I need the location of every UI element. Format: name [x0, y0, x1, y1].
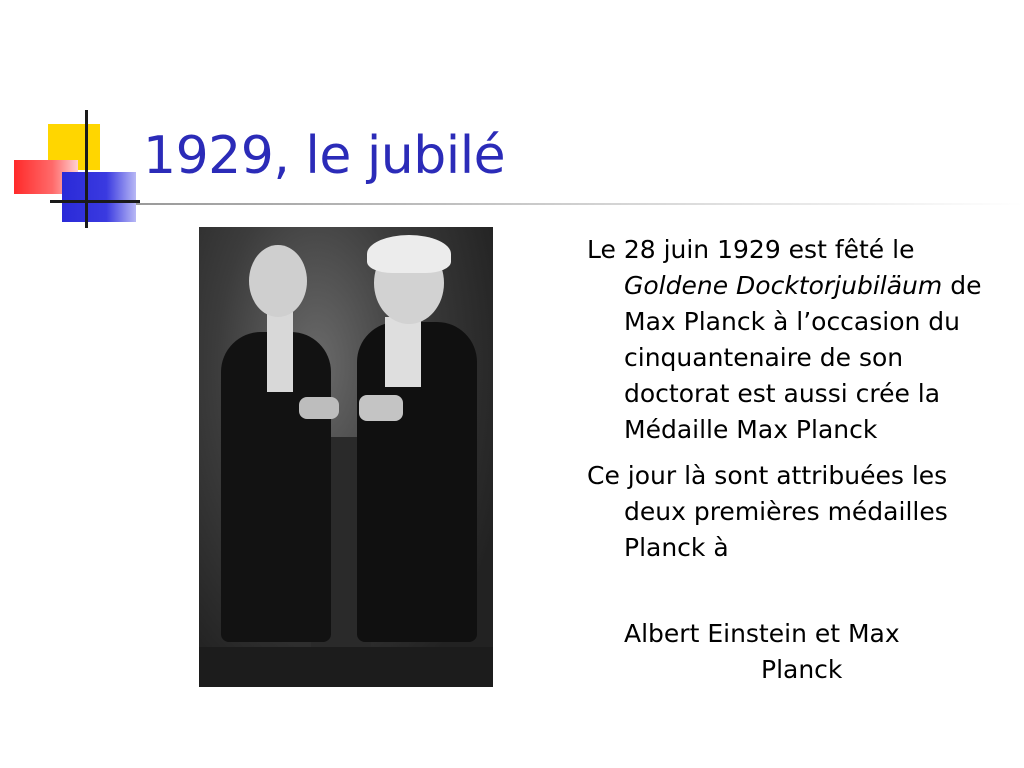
title-divider [136, 203, 1024, 205]
photo-right-hair [367, 235, 451, 273]
slide-title: 1929, le jubilé [143, 126, 506, 186]
photo-left-hand [299, 397, 339, 419]
photo-left-head [249, 245, 307, 317]
slide-body [587, 232, 1007, 576]
photo-left-shirt [267, 312, 293, 392]
paragraph-jubile-part2: de Max Planck à l’occasion du cinquantenaire de son doctorat est aussi crée la Médaille Max Planck [624, 271, 982, 444]
paragraph-jubile-italic: Goldene Docktorjubiläum [624, 271, 943, 300]
paragraph-jubile [587, 232, 1007, 448]
logo-squares-icon [0, 0, 150, 240]
photo-right-hand [359, 395, 403, 421]
logo-blue-square [62, 172, 136, 222]
photo-floor [199, 647, 493, 687]
logo-horizontal-line [50, 200, 140, 203]
logo-vertical-line [85, 110, 88, 228]
laureates-line-2: Planck [761, 655, 843, 684]
photo-right-shirt [385, 317, 421, 387]
photo-planck-einstein-icon [199, 227, 493, 687]
paragraph-jubile-part1: Le 28 juin 1929 est fêté le [587, 235, 915, 264]
laureates-line-1: Albert Einstein et Max [624, 619, 900, 648]
paragraph-medailles-text: Ce jour là sont attribuées les deux premières médailles Planck à [587, 461, 948, 562]
laureates-line [624, 616, 1004, 688]
paragraph-medailles [587, 458, 1007, 566]
